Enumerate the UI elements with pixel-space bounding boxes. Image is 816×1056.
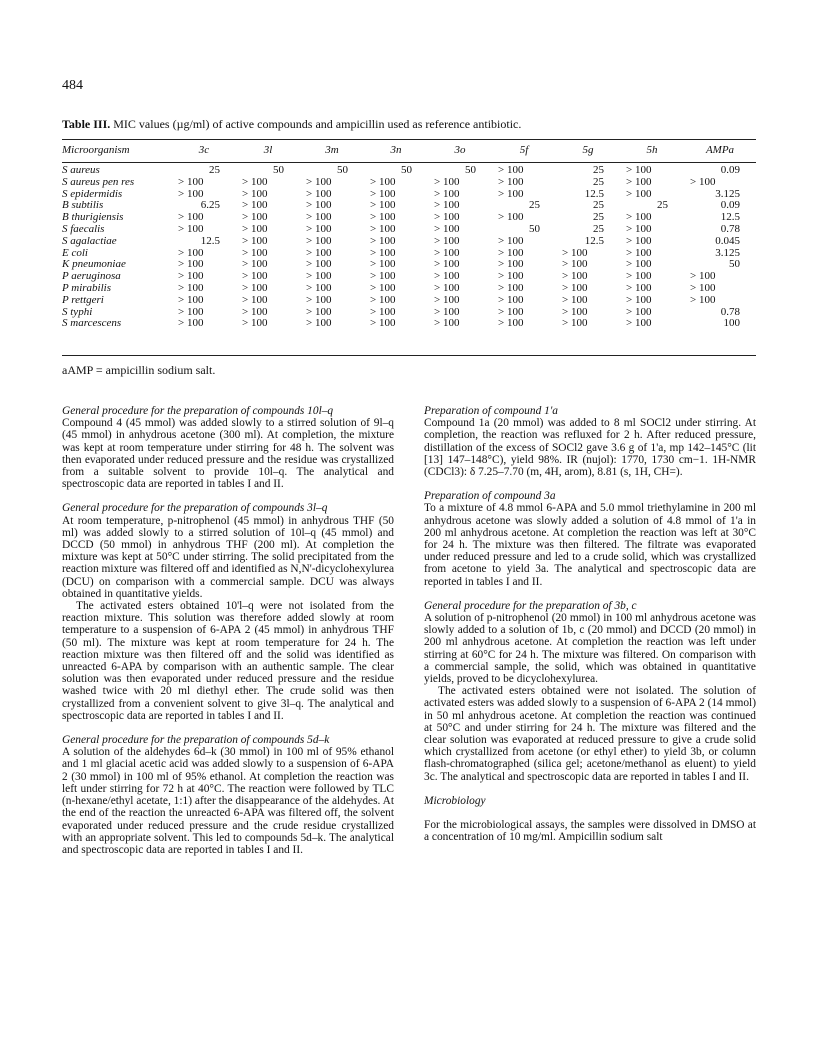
- mic-cell: 50: [465, 164, 476, 176]
- table-row: [62, 200, 756, 212]
- organism-cell: E coli: [62, 246, 88, 259]
- mic-cell: > 100: [626, 175, 652, 188]
- organism-cell: S typhi: [62, 305, 93, 318]
- mic-cell: > 100: [498, 270, 524, 283]
- table-footnote: aAMP = ampicillin sodium salt.: [62, 363, 216, 377]
- mic-cell: > 100: [242, 246, 268, 259]
- mic-cell: 25: [593, 211, 604, 224]
- mic-cell: 50: [401, 164, 412, 176]
- mic-cell: > 100: [242, 222, 268, 235]
- mic-cell: > 100: [434, 199, 460, 212]
- mic-cell: 12.5: [584, 187, 604, 200]
- mic-cell: > 100: [370, 246, 396, 259]
- mic-cell: > 100: [434, 293, 460, 306]
- table-caption: [62, 117, 762, 132]
- mic-cell: > 100: [498, 305, 524, 318]
- mic-cell: > 100: [498, 258, 524, 271]
- mic-cell: > 100: [434, 258, 460, 271]
- mic-cell: > 100: [434, 246, 460, 259]
- organism-cell: S aureus: [62, 164, 100, 176]
- mic-cell: 3.125: [715, 246, 740, 259]
- column-header: 3n: [390, 144, 402, 157]
- organism-cell: S faecalis: [62, 222, 105, 235]
- mic-cell: > 100: [434, 187, 460, 200]
- table-row: [62, 177, 756, 189]
- mic-cell: > 100: [562, 246, 588, 259]
- mic-cell: > 100: [498, 175, 524, 188]
- table-row: [62, 295, 756, 307]
- mic-cell: 12.5: [584, 234, 604, 247]
- mic-cell: > 100: [370, 199, 396, 212]
- table-row: [62, 189, 756, 201]
- mic-cell: 0.09: [720, 199, 740, 212]
- body-paragraph: Compound 1a (20 mmol) was added to 8 ml SOCl2 under stirring. At completion, the reaction was refluxed for 2 h. After reduced pressure, distillation of the excess of SOCl2 gave 3.6 g of 1'a, mp 142–145°C (lit [13] 147–148°C), yield 98%. IR (nujol): 1770, 1730 cm−1. 1H-NMR (CDCl3): δ 7.25–7.70 (m, 4H, arom), 8.81 (s, 1H, CH=).: [424, 417, 756, 479]
- mic-cell: > 100: [306, 293, 332, 306]
- mic-cell: > 100: [434, 175, 460, 188]
- mic-cell: > 100: [434, 222, 460, 235]
- mic-cell: > 100: [434, 211, 460, 224]
- mic-cell: > 100: [242, 281, 268, 294]
- mic-cell: > 100: [562, 270, 588, 283]
- mic-cell: > 100: [562, 293, 588, 306]
- mic-cell: > 100: [434, 270, 460, 283]
- column-header: 3o: [454, 144, 466, 157]
- mic-cell: > 100: [562, 317, 588, 330]
- mic-cell: > 100: [434, 317, 460, 330]
- mic-cell: > 100: [434, 234, 460, 247]
- mic-cell: > 100: [562, 258, 588, 271]
- organism-cell: P mirabilis: [62, 281, 112, 294]
- table-row: [62, 283, 756, 295]
- section-gap: [424, 478, 756, 490]
- mic-cell: > 100: [498, 187, 524, 200]
- mic-cell: > 100: [178, 246, 204, 259]
- body-paragraph: The activated esters obtained 10'l–q were not isolated from the reaction mixture. This solution was therefore added slowly at room temperature to a suspension of 6-APA 2 (45 mmol) in anhydrous THF (50 ml). The mixture was kept at room temperature for 24 h. The reaction mixture was then filtered off and the solid was identified as unreacted 6-APA by comparison with an authentic sample. The clear solution was then evaporated under reduced pressure and the residue washed twice with 20 ml diethyl ether. The crude solid was then crystallized from a convenient solvent to give 3l–q. The analytical and spectroscopic data are reported in tables I and II.: [62, 600, 394, 722]
- mic-cell: > 100: [498, 281, 524, 294]
- mic-cell: > 100: [626, 281, 652, 294]
- mic-cell: > 100: [626, 317, 652, 330]
- body-paragraph: At room temperature, p-nitrophenol (45 mmol) in anhydrous THF (50 ml) was added slowly to a stirred solution of 10l–q (45 mmol) and DCCD (50 mmol) in anhydrous THF (200 ml). At completion the mixture was kept at 50°C under stirring. The solid precipitated from the reaction mixture was filtered off and identified as N,N'-dicyclohexylurea (DCU) on comparison with a commercial sample. DCU was always obtained in quantitative yields.: [62, 514, 394, 600]
- mic-cell: > 100: [498, 211, 524, 224]
- column-header: AMPa: [705, 144, 735, 157]
- table-row: [62, 161, 756, 177]
- mic-cell: 3.125: [715, 187, 740, 200]
- organism-cell: S epidermidis: [62, 187, 123, 200]
- page-number: 484: [62, 78, 83, 93]
- mic-cell: > 100: [626, 211, 652, 224]
- mic-cell: > 100: [498, 164, 524, 176]
- mic-cell: > 100: [370, 270, 396, 283]
- mic-cell: 50: [337, 164, 348, 176]
- mic-cell: > 100: [306, 305, 332, 318]
- mic-cell: > 100: [370, 258, 396, 271]
- body-paragraph: Compound 4 (45 mmol) was added slowly to a stirred solution of 9l–q (45 mmol) in anhydrous acetone (300 ml). At completion, the mixture was kept at room temperature under stirring for 48 h. The solvent was then evaporated under reduced pressure and the residue was crystallized from a suitable solvent to provide 10l–q. The analytical and spectroscopic data are reported in tables I and II.: [62, 417, 394, 491]
- mic-cell: 100: [723, 317, 740, 330]
- mic-cell: 0.045: [715, 234, 740, 247]
- mic-cell: > 100: [242, 293, 268, 306]
- mic-cell: > 100: [306, 211, 332, 224]
- mic-cell: > 100: [370, 211, 396, 224]
- mic-cell: > 100: [242, 258, 268, 271]
- section-heading: General procedure for the preparation of compounds 10l–q: [62, 405, 334, 417]
- section-heading: General procedure for the preparation of 3b, c: [424, 599, 637, 612]
- mic-cell: > 100: [626, 270, 652, 283]
- mic-cell: > 100: [178, 187, 204, 200]
- mic-cell: > 100: [690, 175, 716, 188]
- mic-cell: > 100: [306, 234, 332, 247]
- mic-cell: > 100: [626, 293, 652, 306]
- table-top-rule: [62, 139, 756, 140]
- organism-cell: K pneumoniae: [62, 258, 126, 271]
- table-caption-text: MIC values (µg/ml) of active compounds and ampicillin used as reference antibiotic.: [113, 117, 522, 131]
- mic-cell: > 100: [370, 187, 396, 200]
- mic-cell: > 100: [242, 317, 268, 330]
- section-heading: Preparation of compound 3a: [424, 490, 556, 503]
- mic-cell: 6.25: [200, 199, 220, 212]
- table-row: [62, 318, 756, 330]
- table-row: [62, 212, 756, 224]
- mic-cell: > 100: [562, 281, 588, 294]
- mic-cell: > 100: [242, 234, 268, 247]
- mic-cell: > 100: [370, 281, 396, 294]
- mic-table: [62, 141, 756, 330]
- mic-cell: 25: [529, 199, 540, 212]
- organism-cell: B subtilis: [62, 199, 104, 212]
- mic-cell: > 100: [690, 281, 716, 294]
- column-header: Microorganism: [62, 144, 130, 157]
- section-heading: General procedure for the preparation of compounds 5d–k: [62, 734, 330, 747]
- table-bottom-rule: [62, 355, 756, 356]
- mic-cell: > 100: [434, 281, 460, 294]
- section-heading: General procedure for the preparation of compounds 3l–q: [62, 502, 328, 515]
- mic-cell: 25: [209, 164, 220, 176]
- section-heading: Preparation of compound 1'a: [424, 405, 558, 417]
- mic-cell: > 100: [626, 246, 652, 259]
- mic-cell: > 100: [370, 175, 396, 188]
- mic-cell: 25: [657, 199, 668, 212]
- table-row: [62, 248, 756, 260]
- section-gap: [424, 807, 756, 819]
- mic-cell: > 100: [178, 317, 204, 330]
- mic-cell: 25: [593, 222, 604, 235]
- table-header-row: [62, 141, 756, 161]
- column-header: 5f: [519, 144, 529, 157]
- mic-cell: > 100: [370, 222, 396, 235]
- mic-cell: 25: [593, 164, 604, 176]
- mic-cell: > 100: [690, 293, 716, 306]
- organism-cell: S aureus pen res: [62, 175, 135, 188]
- mic-cell: > 100: [306, 222, 332, 235]
- mic-cell: > 100: [306, 270, 332, 283]
- table-row: [62, 224, 756, 236]
- body-paragraph: To a mixture of 4.8 mmol 6-APA and 5.0 mmol triethylamine in 200 ml anhydrous acetone was slowly added a solution of 4.8 mmol of 1'a in 200 ml anhydrous acetone. At completion the reaction was left at 30°C for 24 h. The mixture was then filtered. The filtrate was evaporated under reduced pressure and led to a crude solid, which was crystallized from acetone to yield 3a. The analytical and spectroscopic data are reported in tables I and II.: [424, 502, 756, 588]
- mic-cell: > 100: [178, 281, 204, 294]
- mic-cell: > 100: [242, 175, 268, 188]
- mic-cell: > 100: [626, 187, 652, 200]
- mic-cell: 0.78: [720, 305, 740, 318]
- mic-cell: > 100: [626, 164, 652, 176]
- column-header: 3c: [198, 144, 210, 157]
- mic-cell: 12.5: [200, 234, 220, 247]
- mic-cell: > 100: [370, 317, 396, 330]
- left-column: [62, 405, 394, 856]
- mic-cell: 25: [593, 199, 604, 212]
- mic-cell: > 100: [306, 281, 332, 294]
- mic-cell: 25: [593, 175, 604, 188]
- mic-cell: > 100: [178, 211, 204, 224]
- mic-cell: 50: [529, 222, 540, 235]
- section-gap: [424, 783, 756, 795]
- section-heading: Microbiology: [424, 794, 486, 807]
- mic-cell: > 100: [178, 222, 204, 235]
- mic-cell: > 100: [626, 305, 652, 318]
- column-header: 3m: [325, 144, 339, 157]
- mic-cell: > 100: [242, 199, 268, 212]
- mic-cell: > 100: [306, 258, 332, 271]
- organism-cell: S agalactiae: [62, 234, 117, 247]
- mic-cell: > 100: [242, 305, 268, 318]
- mic-cell: > 100: [242, 187, 268, 200]
- mic-cell: > 100: [242, 211, 268, 224]
- mic-cell: > 100: [306, 317, 332, 330]
- mic-cell: > 100: [306, 187, 332, 200]
- mic-cell: > 100: [434, 305, 460, 318]
- mic-cell: > 100: [690, 270, 716, 283]
- mic-cell: 12.5: [720, 211, 740, 224]
- section-gap: [424, 588, 756, 600]
- column-header: 5h: [646, 144, 658, 157]
- table-row: [62, 236, 756, 248]
- mic-cell: > 100: [370, 305, 396, 318]
- table-row: [62, 307, 756, 319]
- body-paragraph: The activated esters obtained were not isolated. The solution of activated esters was added slowly to a suspension of 6-APA 2 (14 mmol) in 50 ml anhydrous acetone. At completion the reaction was continued at 50°C and under stirring for 24 h. The mixture was filtered and the clear solution was evaporated at reduced pressure to give a crude solid which crystallized from acetone (or ethyl ether) to yield 3b, or column flash-chromatographed (silica gel; acetone/methanol as eluent) to yield 3c. The analytical and spectroscopic data are reported in tables I and II.: [424, 685, 756, 783]
- mic-cell: 0.09: [720, 164, 740, 176]
- mic-cell: 50: [273, 164, 284, 176]
- mic-cell: 0.78: [720, 222, 740, 235]
- right-column: [424, 405, 756, 844]
- body-paragraph: For the microbiological assays, the samples were dissolved in DMSO at a concentration of 10 mg/ml. Ampicillin sodium salt: [424, 819, 756, 844]
- mic-cell: > 100: [306, 175, 332, 188]
- mic-cell: > 100: [498, 234, 524, 247]
- table-row: [62, 271, 756, 283]
- table-row: [62, 259, 756, 271]
- mic-cell: > 100: [562, 305, 588, 318]
- mic-cell: > 100: [498, 293, 524, 306]
- mic-cell: > 100: [498, 317, 524, 330]
- body-paragraph: A solution of p-nitrophenol (20 mmol) in 100 ml anhydrous acetone was slowly added to a solution of 1b, c (20 mmol) and DCCD (20 mmol) in 200 ml anhydrous acetone. At completion the reaction was left under stirring at 60°C for 24 h. The mixture was filtered. On comparison with a commercial sample, the solid, which was obtained in quantitative yields, proved to be dicyclohexylurea.: [424, 612, 756, 686]
- mic-cell: > 100: [178, 305, 204, 318]
- organism-cell: P rettgeri: [62, 293, 104, 306]
- mic-cell: 50: [729, 258, 740, 271]
- table-caption-label: Table III.: [62, 117, 111, 131]
- column-header: 5g: [582, 144, 594, 157]
- mic-cell: > 100: [626, 234, 652, 247]
- mic-cell: > 100: [178, 258, 204, 271]
- table-body: [62, 161, 756, 330]
- mic-cell: > 100: [306, 246, 332, 259]
- mic-cell: > 100: [306, 199, 332, 212]
- column-header: 3l: [263, 144, 273, 157]
- mic-cell: > 100: [370, 234, 396, 247]
- mic-cell: > 100: [498, 246, 524, 259]
- organism-cell: B thurigiensis: [62, 211, 124, 224]
- mic-cell: > 100: [178, 175, 204, 188]
- mic-cell: > 100: [626, 222, 652, 235]
- section-gap: [62, 722, 394, 734]
- mic-cell: > 100: [242, 270, 268, 283]
- organism-cell: S marcescens: [62, 317, 122, 330]
- mic-cell: > 100: [370, 293, 396, 306]
- mic-cell: > 100: [626, 258, 652, 271]
- organism-cell: P aeruginosa: [62, 270, 121, 283]
- body-paragraph: A solution of the aldehydes 6d–k (30 mmol) in 100 ml of 95% ethanol and 1 ml glacial acetic acid was added slowly to a suspension of 6-APA 2 (30 mmol) in 100 ml of 95% ethanol. At completion the reaction was left under stirring for 72 h at 40°C. The reaction were followed by TLC (n-hexane/ethyl acetate, 1:1) after the disappearance of the aldehydes. At the end of the reaction the unreacted 6-APA was filtered off, the solvent evaporated under reduced pressure and the crude residue crystallized with an appropriate solvent. This led to compounds 5d–k. The analytical and spectroscopic data are reported in tables I and II.: [62, 746, 394, 856]
- mic-cell: > 100: [178, 293, 204, 306]
- mic-cell: > 100: [178, 270, 204, 283]
- section-gap: [62, 490, 394, 502]
